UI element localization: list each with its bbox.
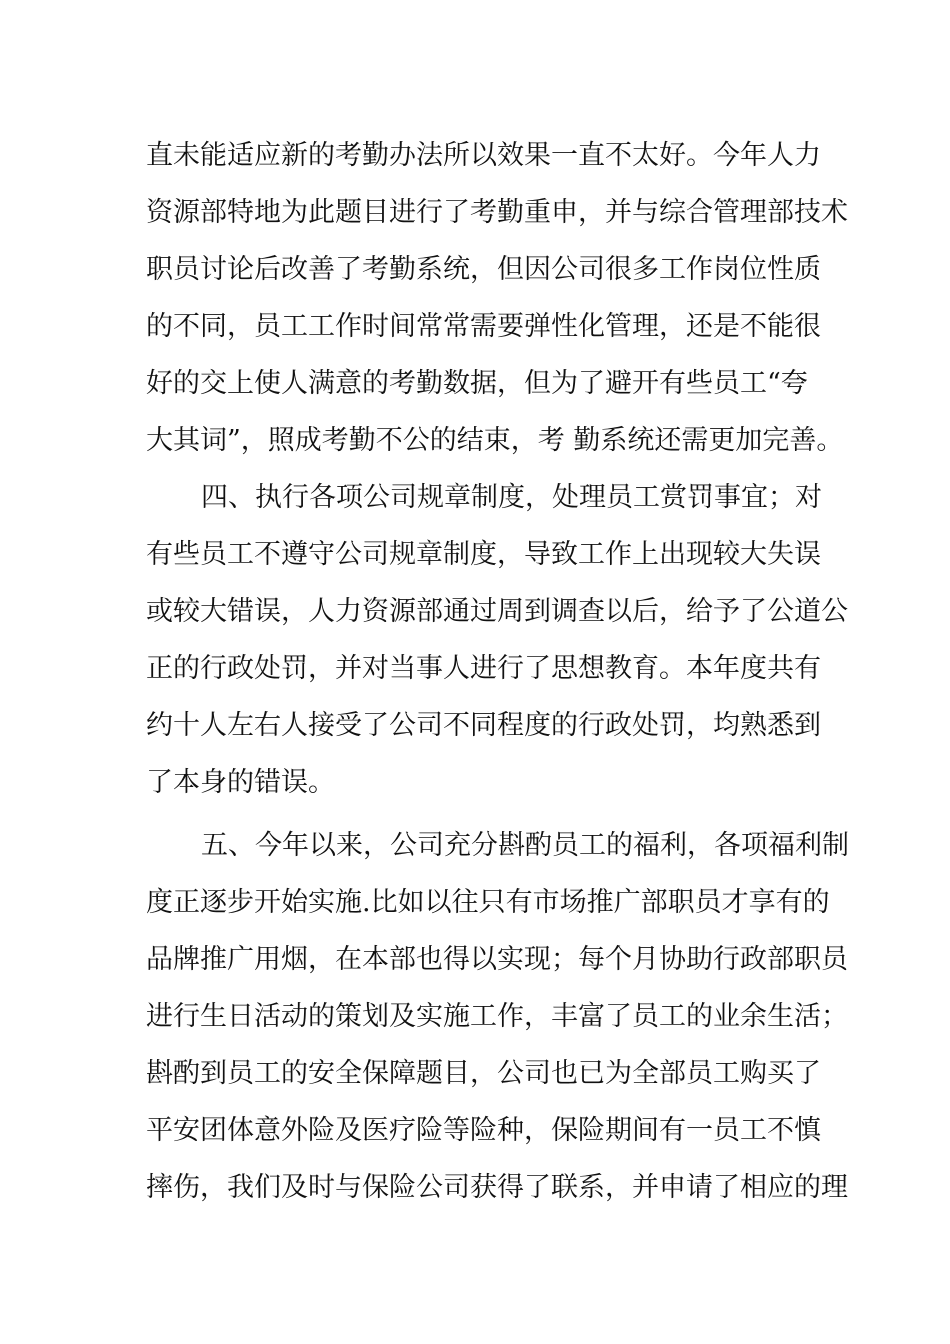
text-line: 品牌推广用烟，在本部也得以实现；每个月协助行政部职员: [146, 944, 848, 975]
text-line: 斟酌到员工的安全保障题目，公司也已为全部员工购买了: [146, 1058, 821, 1089]
paragraph-four: [146, 469, 848, 811]
text-line: 有些员工不遵守公司规章制度，导致工作上出现较大失误: [146, 539, 821, 570]
text-line: 度正逐步开始实施.比如以往只有市场推广部职员才享有的: [146, 887, 830, 918]
text-line: 的不同，员工工作时间常常需要弹性化管理，还是不能很: [146, 311, 821, 342]
paragraph-five: [146, 817, 849, 1216]
text-line: 好的交上使人满意的考勤数据，但为了避开有些员工“夸: [146, 368, 808, 399]
text-line: 大其词”，照成考勤不公的结束，考 勤系统还需更加完善。: [146, 425, 844, 456]
paragraph-continued: [146, 127, 848, 469]
text-line: 平安团体意外险及医疗险等险种，保险期间有一员工不慎: [146, 1115, 821, 1146]
paragraph-first-line: 五、今年以来，公司充分斟酌员工的福利，各项福利制: [201, 830, 849, 861]
document-body: [146, 127, 849, 1216]
text-line: 摔伤，我们及时与保险公司获得了联系，并申请了相应的理: [146, 1172, 848, 1203]
text-line: 资源部特地为此题目进行了考勤重申，并与综合管理部技术: [146, 197, 848, 228]
text-line: 约十人左右人接受了公司不同程度的行政处罚，均熟悉到: [146, 710, 821, 741]
text-line: 职员讨论后改善了考勤系统，但因公司很多工作岗位性质: [146, 254, 821, 285]
text-line: 或较大错误，人力资源部通过周到调查以后，给予了公道公: [146, 596, 848, 627]
paragraph-first-line: 四、执行各项公司规章制度，处理员工赏罚事宜；对: [201, 482, 822, 513]
text-line: 直未能适应新的考勤办法所以效果一直不太好。今年人力: [146, 140, 821, 171]
text-line: 了本身的错误。: [146, 767, 335, 798]
text-line: 进行生日活动的策划及实施工作，丰富了员工的业余生活；: [146, 1001, 848, 1032]
text-line: 正的行政处罚，并对当事人进行了思想教育。本年度共有: [146, 653, 821, 684]
